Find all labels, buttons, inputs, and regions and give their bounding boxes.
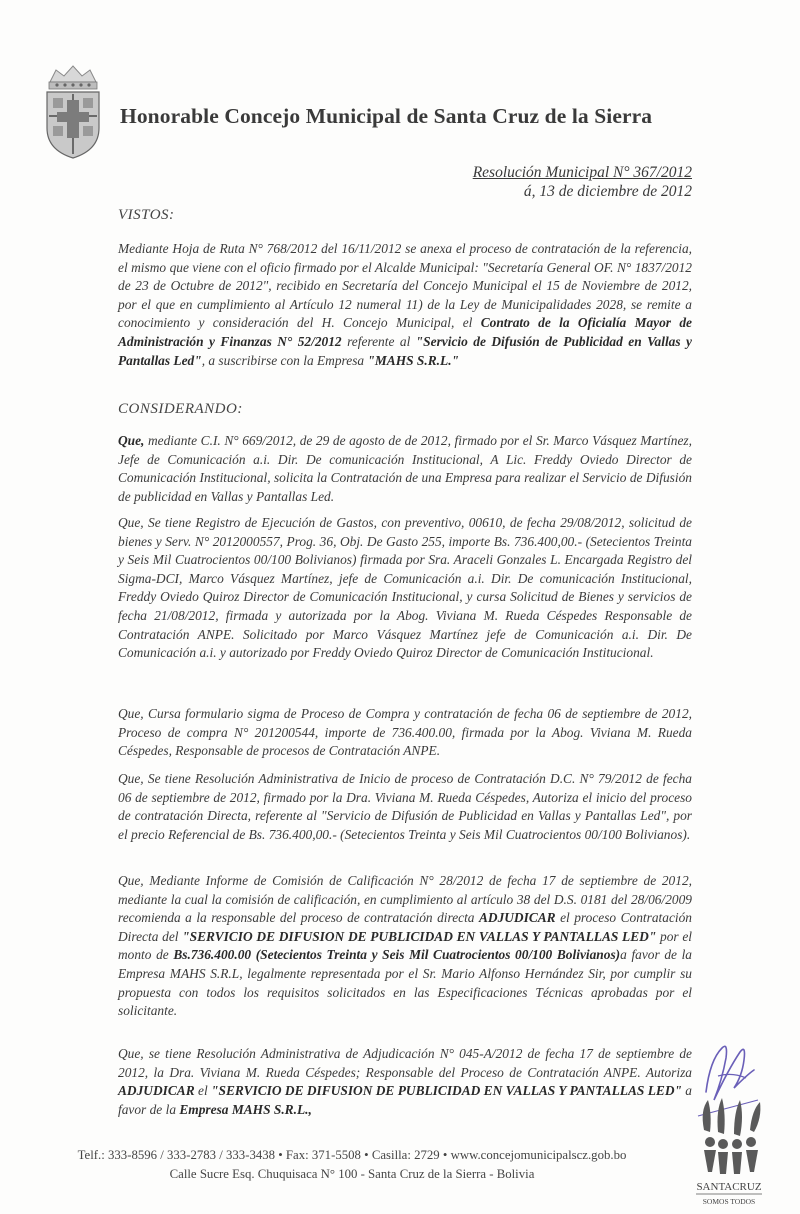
text-run: , a suscribirse con la Empresa <box>201 352 368 368</box>
logo-tagline: SOMOS TODOS <box>702 1197 756 1206</box>
considerando-paragraph-6 <box>118 1045 692 1119</box>
text-run: por el monto de <box>118 928 693 963</box>
vistos-paragraph <box>118 240 692 370</box>
text-run: Que, se tiene Resolución Administrativa de Adjudicación N° 045-A/2012 de fecha 17 de septiembre de 2012, la Dra. Viviana M. Rueda Céspedes; Responsable del Proceso de Contratación ANPE. Autoriza <box>118 1046 692 1080</box>
adjudicar-label: ADJUDICAR <box>478 910 556 926</box>
service-name: "SERVICIO DE DIFUSION DE PUBLICIDAD EN VALLAS Y PANTALLAS LED" <box>182 928 657 944</box>
footer-address-line: Calle Sucre Esq. Chuquisaca N° 100 - Santa Cruz de la Sierra - Bolivia <box>169 1167 535 1181</box>
resolution-header <box>473 163 692 201</box>
company-name: Empresa MAHS S.R.L., <box>179 1101 312 1117</box>
text-run: a favor de la <box>118 1083 693 1117</box>
text-run: Mediante Hoja de Ruta N° 768/2012 del 16/11/2012 se anexa el proceso de contratación de la referencia, el mismo que viene con el oficio firmado por el Alcalde Municipal: "Secretaría General OF. N° 1837/2012 de 23 de Octubre de 2012", recibido en Secretaría del Concejo Municipal el 15 de Noviembre de 2012, por el que en cumplimiento al Artículo 12 numeral 11) de la Ley de Municipalidades 2028, se remite a conocimiento y consideración del H. Concejo Municipal, el <box>118 241 692 331</box>
footer-contact-line: Telf.: 333-8596 / 333-2783 / 333-3438 • Fax: 371-5508 • Casilla: 2729 • www.concejomunicipalscz.gob.bo <box>77 1148 627 1162</box>
considerando-paragraph-4: Que, Se tiene Resolución Administrativa de Inicio de proceso de Contratación D.C. N° 79/2012 de fecha 06 de septiembre de 2012, firmado por la Dra. Viviana M. Rueda Céspedes, Autoriza el inicio del proceso de contratación Directa, referente al "Servicio de Difusión de Publicidad en Vallas y Pantallas Led", por el precio Referencial de Bs. 736.400,00.- (Setecientos Treinta y Seis Mil Cuatrocientos 00/100 Bolivianos). <box>118 771 692 842</box>
resolution-date: á, 13 de diciembre de 2012 <box>523 183 692 200</box>
text-run: el <box>194 1083 212 1099</box>
amount: Bs.736.400.00 (Setecientos Treinta y Seis Mil Cuatrocientos 00/100 Bolivianos) <box>173 947 621 963</box>
considerando-paragraph-5 <box>118 872 692 1021</box>
text-run: el proceso Contratación Directa del <box>118 910 692 944</box>
considerando-paragraph-2: Que, Se tiene Registro de Ejecución de Gastos, con preventivo, 00610, de fecha 29/08/2012, solicitud de bienes y Serv. N° 2012000557, Prog. 36, Obj. De Gasto 255, importe Bs. 736.400,00.- (Setecientos Treinta y Seis Mil Cuatrocientos 00/100 Bolivianos) firmada por Sra. Araceli Gonzales L. Encargada Registro del Sigma-DCI, Marco Vásquez Martínez, jefe de Comunicación a.i. Dir. De comunicación Institucional, Freddy Oviedo Quiroz Director de Comunicación Institucional, y cursa Solicitud de Bienes y servicios de fecha 21/08/2012, firmada y autorizada por la Abog. Viviana M. Rueda Céspedes Responsable de Contratación ANPE. Solicitado por Marco Vásquez Martínez jefe de Comunicación a.i. Dir. De Comunicación a.i. y autorizado por Freddy Oviedo Quiroz Director de Comunicación Institucional. <box>118 515 692 661</box>
text-run: Que, Mediante Informe de Comisión de Calificación N° 28/2012 de fecha 17 de septiembre de 2012, mediante la cual la comisión de calificación, en cumplimiento al artículo 38 del D.S. 0181 del 28/06/2009 recomienda a la responsable del proceso de contratación directa <box>118 873 692 926</box>
text-run: referente al <box>341 333 416 349</box>
organization-title: Honorable Concejo Municipal de Santa Cruz de la Sierra <box>120 104 653 128</box>
company-name: "MAHS S.R.L." <box>367 352 459 368</box>
adjudicar-label: ADJUDICAR <box>118 1083 195 1099</box>
coat-of-arms-icon <box>42 60 104 160</box>
resolution-number: Resolución Municipal N° 367/2012 <box>472 164 692 181</box>
santa-cruz-logo <box>690 1080 768 1210</box>
considerando-paragraph-3: Que, Cursa formulario sigma de Proceso de Compra y contratación de fecha 06 de septiembre de 2012, Proceso de compra N° 201200544, importe de 736.400.00, firmada por la Abog. Viviana M. Rueda Céspedes, Responsable de procesos de Contratación ANPE. <box>118 706 692 759</box>
considerando-heading: CONSIDERANDO: <box>118 401 243 417</box>
logo-brand-text: SANTACRUZ <box>696 1181 762 1193</box>
vistos-heading: VISTOS: <box>118 207 175 223</box>
service-name: "Servicio de Difusión de Publicidad en Vallas y Pantallas Led" <box>118 333 692 368</box>
text-run: mediante C.I. N° 669/2012, de 29 de agosto de de 2012, firmado por el Sr. Marco Vásquez Martínez, Jefe de Comunicación a.i. Dir. De comunicación Institucional, A Lic. Freddy Oviedo Director de Comunicación Institucional, solicita la Contratación de una Empresa para realizar el Servicio de Difusión de publicidad en Vallas y Pantallas Led. <box>118 433 692 504</box>
text-run: a favor de la Empresa MAHS S.R.L, legalmente representada por el Sr. Mario Alfonso Hernández Sir, por cumplir su propuesta con todos los requisitos solicitados en las Especificaciones Técnicas aprobadas por el solicitante. <box>118 947 693 1019</box>
contract-reference: Contrato de la Oficialía Mayor de Administración y Finanzas N° 52/2012 <box>118 315 692 349</box>
service-name: "SERVICIO DE DIFUSION DE PUBLICIDAD EN VALLAS Y PANTALLAS LED" <box>211 1083 682 1099</box>
que-label: Que, <box>118 433 145 448</box>
considerando-paragraph-1 <box>118 432 692 506</box>
